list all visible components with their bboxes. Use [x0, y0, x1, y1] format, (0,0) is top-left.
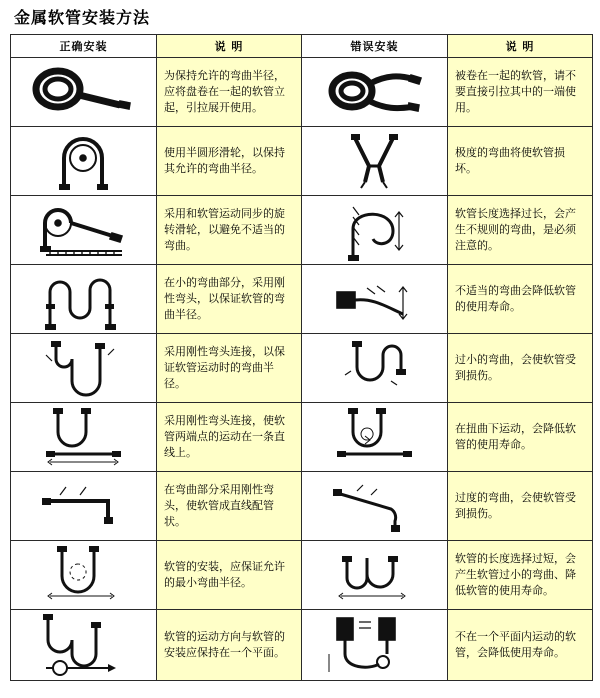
correct-illustration-4	[11, 265, 157, 334]
wrong-illustration-5	[302, 334, 448, 403]
correct-description-8: 软管的安装，应保证允许的最小弯曲半径。	[157, 541, 302, 610]
correct-illustration-1	[11, 58, 157, 127]
table-row	[11, 403, 593, 472]
wrong-description-2: 极度的弯曲将使软管损坏。	[448, 127, 593, 196]
header-correct-desc: 说 明	[157, 35, 302, 58]
correct-illustration-6	[11, 403, 157, 472]
table-row	[11, 610, 593, 681]
correct-description-5: 采用刚性弯头连接，以保证软管运动时的弯曲半径。	[157, 334, 302, 403]
header-row	[11, 35, 593, 58]
table-row	[11, 127, 593, 196]
correct-illustration-3	[11, 196, 157, 265]
correct-description-6: 采用刚性弯头连接，使软管两端点的运动在一条直线上。	[157, 403, 302, 472]
correct-illustration-7	[11, 472, 157, 541]
table-row	[11, 472, 593, 541]
header-wrong-desc: 说 明	[448, 35, 593, 58]
wrong-description-4: 不适当的弯曲会降低软管的使用寿命。	[448, 265, 593, 334]
correct-description-9: 软管的运动方向与软管的安装应保持在一个平面。	[157, 610, 302, 681]
table-header	[11, 35, 593, 58]
table-row	[11, 58, 593, 127]
wrong-description-7: 过度的弯曲，会使软管受到损伤。	[448, 472, 593, 541]
table-body	[11, 58, 593, 681]
wrong-description-5: 过小的弯曲，会使软管受到损伤。	[448, 334, 593, 403]
wrong-illustration-9	[302, 610, 448, 681]
header-wrong-install: 错误安装	[302, 35, 448, 58]
table-row	[11, 334, 593, 403]
wrong-illustration-7	[302, 472, 448, 541]
wrong-description-1: 被卷在一起的软管，请不要直接引拉其中的一端使用。	[448, 58, 593, 127]
wrong-description-3: 软管长度选择过长，会产生不规则的弯曲，是必须注意的。	[448, 196, 593, 265]
header-correct-install: 正确安装	[11, 35, 157, 58]
wrong-illustration-6	[302, 403, 448, 472]
correct-illustration-5	[11, 334, 157, 403]
wrong-illustration-1	[302, 58, 448, 127]
wrong-description-8: 软管的长度选择过短，会产生软管过小的弯曲、降低软管的使用寿命。	[448, 541, 593, 610]
wrong-illustration-3	[302, 196, 448, 265]
correct-description-4: 在小的弯曲部分，采用刚性弯头，以保证软管的弯曲半径。	[157, 265, 302, 334]
table-row	[11, 265, 593, 334]
correct-illustration-9	[11, 610, 157, 681]
wrong-description-9: 不在一个平面内运动的软管，会降低使用寿命。	[448, 610, 593, 681]
correct-description-7: 在弯曲部分采用刚性弯头，使软管成直线配管状。	[157, 472, 302, 541]
table-row	[11, 196, 593, 265]
installation-methods-table	[10, 34, 593, 681]
correct-description-1: 为保持允许的弯曲半径，应将盘卷在一起的软管立起，引拉展开使用。	[157, 58, 302, 127]
correct-illustration-2	[11, 127, 157, 196]
correct-description-3: 采用和软管运动同步的旋转滑轮，以避免不适当的弯曲。	[157, 196, 302, 265]
correct-description-2: 使用半圆形滑轮，以保持其允许的弯曲半径。	[157, 127, 302, 196]
table-row	[11, 541, 593, 610]
wrong-illustration-8	[302, 541, 448, 610]
correct-illustration-8	[11, 541, 157, 610]
wrong-illustration-2	[302, 127, 448, 196]
wrong-illustration-4	[302, 265, 448, 334]
page-title: 金属软管安装方法	[14, 8, 151, 27]
wrong-description-6: 在扭曲下运动，会降低软管的使用寿命。	[448, 403, 593, 472]
